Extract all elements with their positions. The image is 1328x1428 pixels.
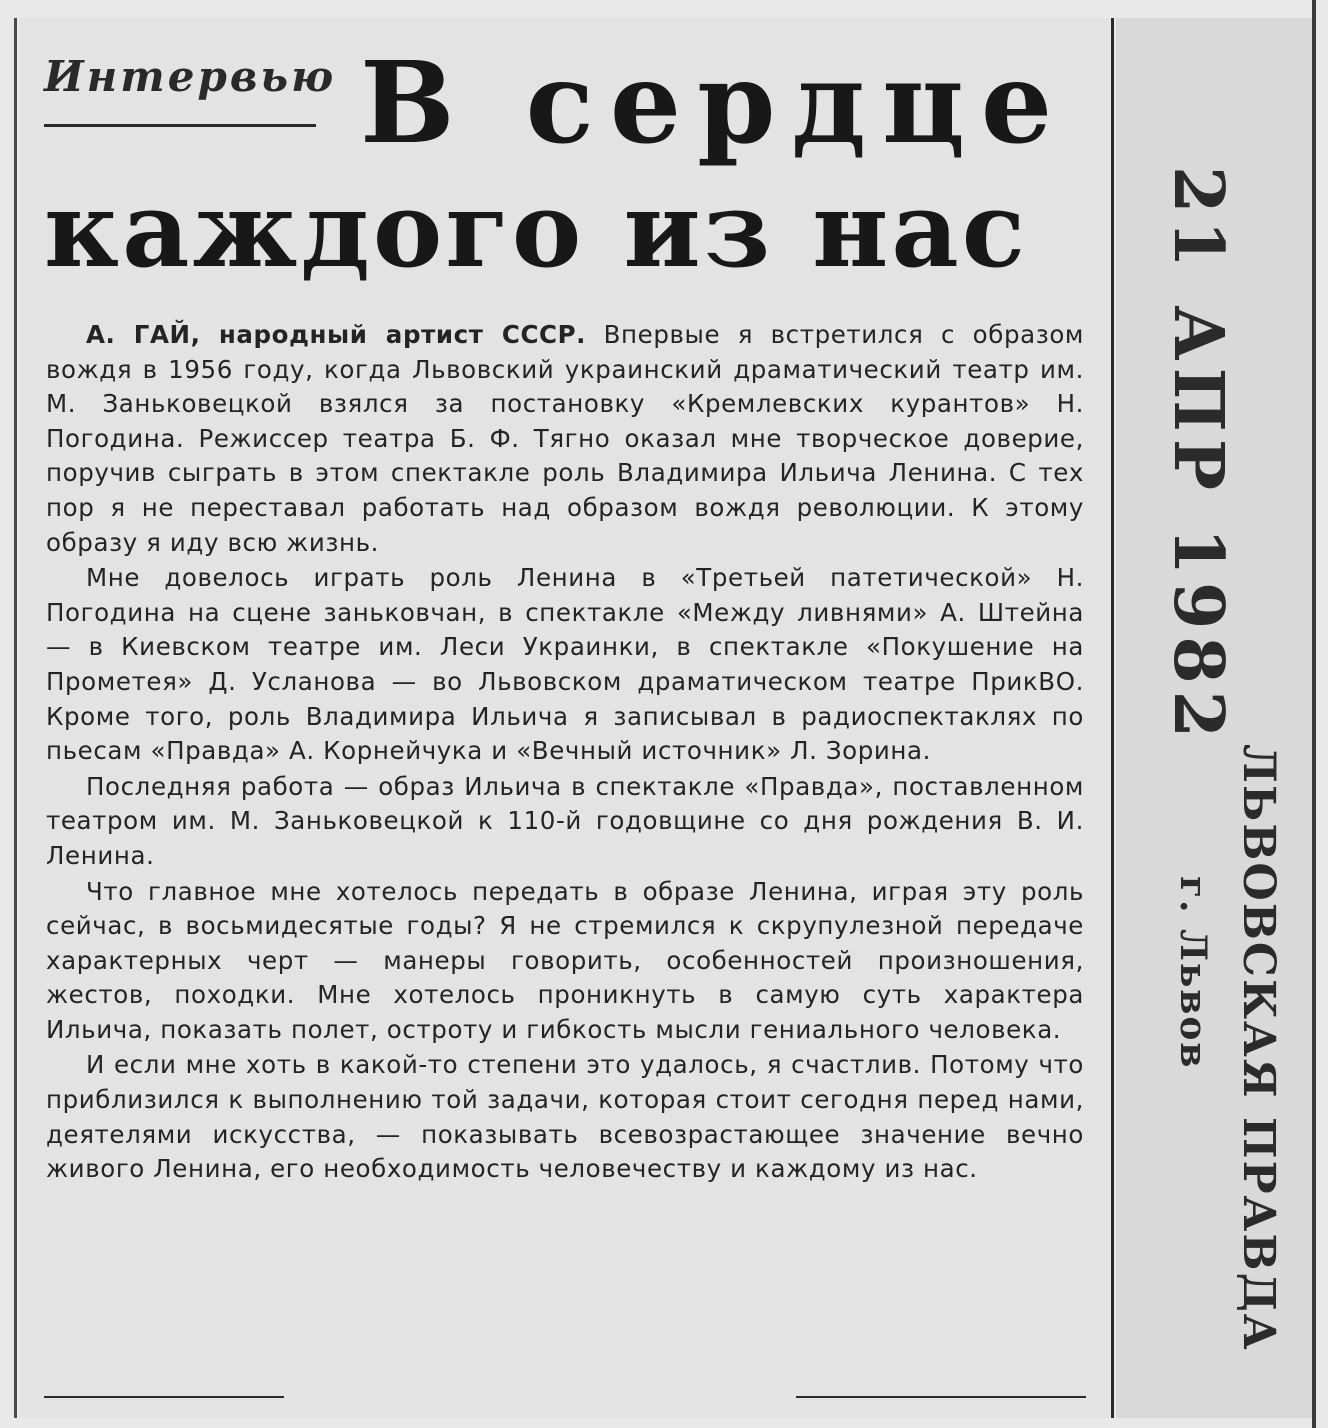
paragraph-text: Впервые я встретился с образом вождя в 1956 году, когда Львовский украинский драматический театр им. М. Заньковецкой взялся за постановку «Кремлевских курантов» Н. Погодина. Режиссер театра Б. Ф. Тягно оказал мне творческое доверие, поручив сыграть в этом спектакле роль Владимира Ильича Ленина. С тех пор я не переставал работать над образом вождя революции. К этому образу я иду всю жизнь. <box>46 320 1085 557</box>
newspaper-stamp: ЛЬВОВСКАЯ ПРАВДА <box>1233 744 1284 1352</box>
right-border <box>1312 0 1316 1428</box>
article-paragraph: Последняя работа — образ Ильича в спектакле «Правда», поставленном театром им. М. Заньковецкой к 110-й годовщине со дня рождения В. И. Ленина. <box>46 771 1084 870</box>
rubric-label: Интервью <box>44 52 337 101</box>
article-paragraph: Что главное мне хотелось передать в образе Ленина, играя эту роль сейчас, в восьмидесятые годы? Я не стремился к скрупулезной передаче характерных черт — манеры говорить, особенностей произношения, жестов, походки. Мне хотелось проникнуть в самую суть характера Ильича, показать полет, остроту и гибкость мысли гениального человека. <box>46 876 1084 1044</box>
rubric-underline <box>44 124 316 127</box>
date-stamp: 21 АПР 1982 <box>1158 166 1238 745</box>
headline-line-2: каждого из нас <box>44 168 1029 291</box>
author-byline: А. ГАЙ, народный артист СССР. <box>86 320 587 349</box>
article-body <box>46 318 1084 1187</box>
headline-line-1: В сердце <box>360 38 1069 169</box>
article-paragraph <box>46 318 1084 560</box>
column-divider <box>1111 18 1114 1418</box>
bottom-rule-left <box>44 1396 284 1398</box>
bottom-rule-right <box>796 1396 1086 1398</box>
article-paragraph: Мне довелось играть роль Ленина в «Третьей патетической» Н. Погодина на сцене заньковчан, в спектакле «Между ливнями» А. Штейна — в Киевском театре им. Леси Украинки, в спектакле «Покушение на Прометея» Д. Усланова — во Львовском драматическом театре ПрикВО. Кроме того, роль Владимира Ильича я записывал в радиоспектаклях по пьесам «Правда» А. Корнейчука и «Вечный источник» Л. Зорина. <box>46 563 1084 766</box>
article-paragraph: И если мне хоть в какой-то степени это удалось, я счастлив. Потому что приблизился к выполнению той задачи, которая стоит сегодня перед нами, деятелями искусства, — показывать всевозрастающее значение вечно живого Ленина, его необходимость человечеству и каждому из нас. <box>46 1050 1084 1184</box>
left-border <box>14 18 17 1418</box>
city-stamp: г. Львов <box>1172 876 1214 1070</box>
